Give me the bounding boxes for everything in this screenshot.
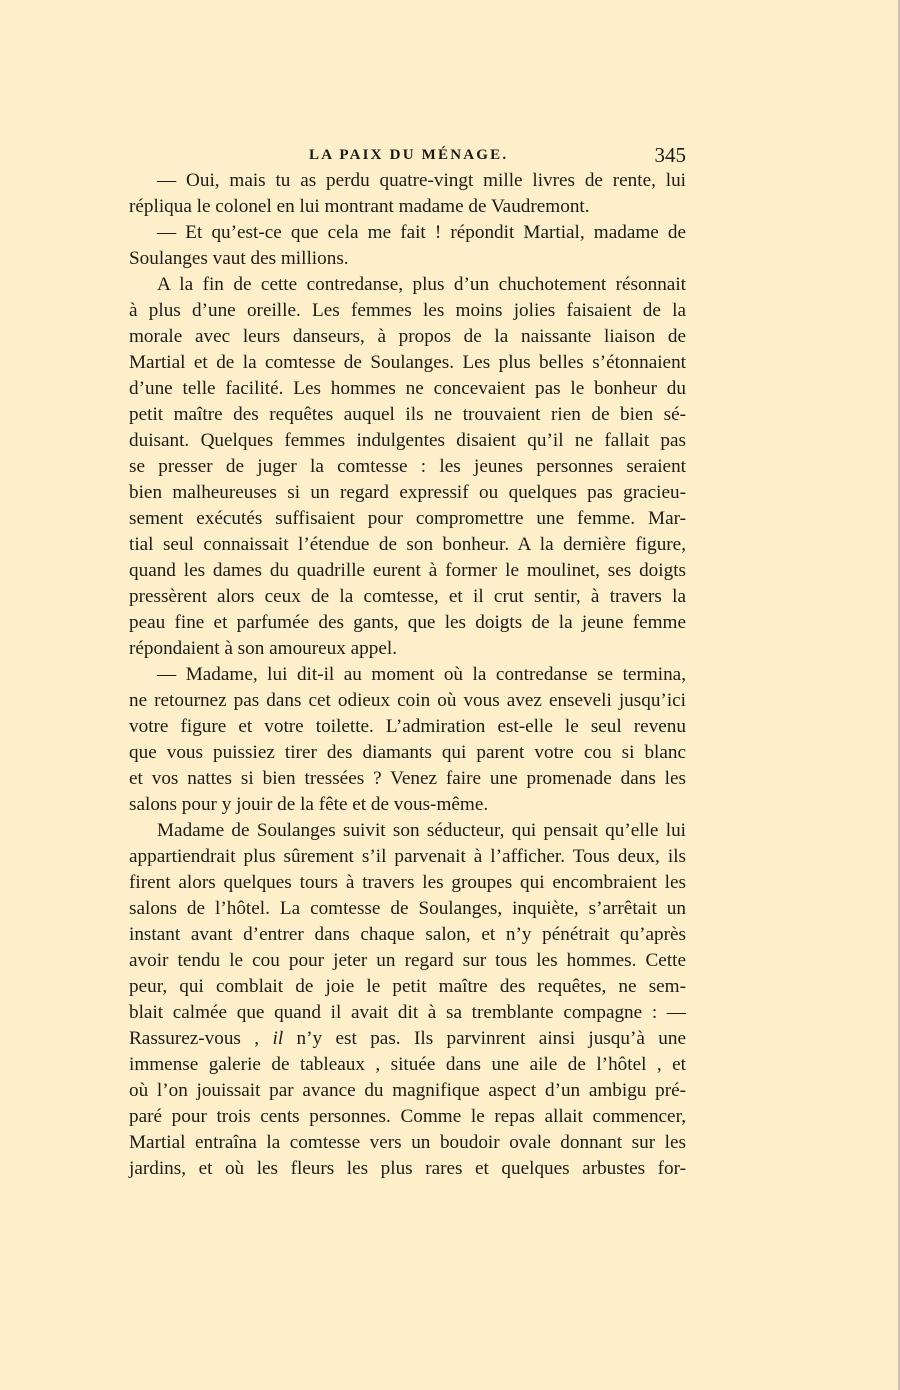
text-line: quand les dames du quadrille eurent à former le moulinet, ses doigts [129, 560, 686, 581]
running-title: LA PAIX DU MÉNAGE. [309, 147, 509, 163]
text-line: bien malheureuses si un regard expressif ou quelques pas gracieu- [129, 482, 686, 503]
text-line: appartiendrait plus sûrement s’il parvenait à l’afficher. Tous deux, ils [129, 846, 686, 867]
text-line: instant avant d’entrer dans chaque salon, et n’y pénétrait qu’après [129, 924, 686, 945]
text-line: ne retournez pas dans cet odieux coin où vous avez enseveli jusqu’ici [129, 690, 686, 711]
text-line: Martial et de la comtesse de Soulanges. Les plus belles s’étonnaient [129, 352, 686, 373]
text-line: — Et qu’est-ce que cela me fait ! répondit Martial, madame de [157, 222, 686, 243]
page-header [129, 143, 686, 169]
text-line: pressèrent alors ceux de la comtesse, et il crut sentir, à travers la [129, 586, 686, 607]
body-text [129, 168, 686, 1182]
text-line: se presser de juger la comtesse : les jeunes personnes seraient [129, 456, 686, 477]
text-line: répliqua le colonel en lui montrant madame de Vaudremont. [129, 196, 590, 217]
text-line: Soulanges vaut des millions. [129, 248, 349, 269]
text-line: duisant. Quelques femmes indulgentes disaient qu’il ne fallait pas [129, 430, 686, 451]
text-line: d’une telle facilité. Les hommes ne concevaient pas le bonheur du [129, 378, 686, 399]
text-line: répondaient à son amoureux appel. [129, 638, 397, 659]
text-fragment: n’y est pas. Ils parvinrent ainsi jusqu’à une [283, 1028, 686, 1049]
text-line: peau fine et parfumée des gants, que les doigts de la jeune femme [129, 612, 686, 633]
text-line: à plus d’une oreille. Les femmes les moins jolies faisaient de la [129, 300, 686, 321]
text-line: jardins, et où les fleurs les plus rares et quelques arbustes for- [129, 1158, 686, 1179]
text-line: que vous puissiez tirer des diamants qui parent votre cou si blanc [129, 742, 686, 763]
text-line: paré pour trois cents personnes. Comme le repas allait commencer, [129, 1106, 686, 1127]
text-line: morale avec leurs danseurs, à propos de la naissante liaison de [129, 326, 686, 347]
text-line: sement exécutés suffisaient pour compromettre une femme. Mar- [129, 508, 686, 529]
text-line: et vos nattes si bien tressées ? Venez faire une promenade dans les [129, 768, 686, 789]
text-line: petit maître des requêtes auquel ils ne trouvaient rien de bien sé- [129, 404, 686, 425]
text-line: — Oui, mais tu as perdu quatre-vingt mille livres de rente, lui [157, 170, 686, 191]
text-line: — Madame, lui dit-il au moment où la contredanse se termina, [157, 664, 686, 685]
text-line: avoir tendu le cou pour jeter un regard sur tous les hommes. Cette [129, 950, 686, 971]
text-line: salons de l’hôtel. La comtesse de Soulanges, inquiète, s’arrêtait un [129, 898, 686, 919]
text-line: salons pour y jouir de la fête et de vous-même. [129, 794, 489, 815]
text-line: firent alors quelques tours à travers les groupes qui encombraient les [129, 872, 686, 893]
text-line: A la fin de cette contredanse, plus d’un chuchotement résonnait [157, 274, 686, 295]
text-line [129, 1026, 686, 1052]
text-line: peur, qui comblait de joie le petit maître des requêtes, ne sem- [129, 976, 686, 997]
text-line: tial seul connaissait l’étendue de son bonheur. A la dernière figure, [129, 534, 686, 555]
text-line: votre figure et votre toilette. L’admiration est-elle le seul revenu [129, 716, 686, 737]
text-fragment: Rassurez-vous , [129, 1028, 273, 1049]
text-line: Madame de Soulanges suivit son séducteur, qui pensait qu’elle lui [157, 820, 686, 841]
text-line: immense galerie de tableaux , située dans une aile de l’hôtel , et [129, 1054, 686, 1075]
text-line: blait calmée que quand il avait dit à sa tremblante compagne : — [129, 1002, 686, 1023]
page-number: 345 [654, 143, 686, 167]
text-line: Martial entraîna la comtesse vers un boudoir ovale donnant sur les [129, 1132, 686, 1153]
italic-emphasis: il [272, 1028, 284, 1049]
text-line: où l’on jouissait par avance du magnifique aspect d’un ambigu pré- [129, 1080, 686, 1101]
